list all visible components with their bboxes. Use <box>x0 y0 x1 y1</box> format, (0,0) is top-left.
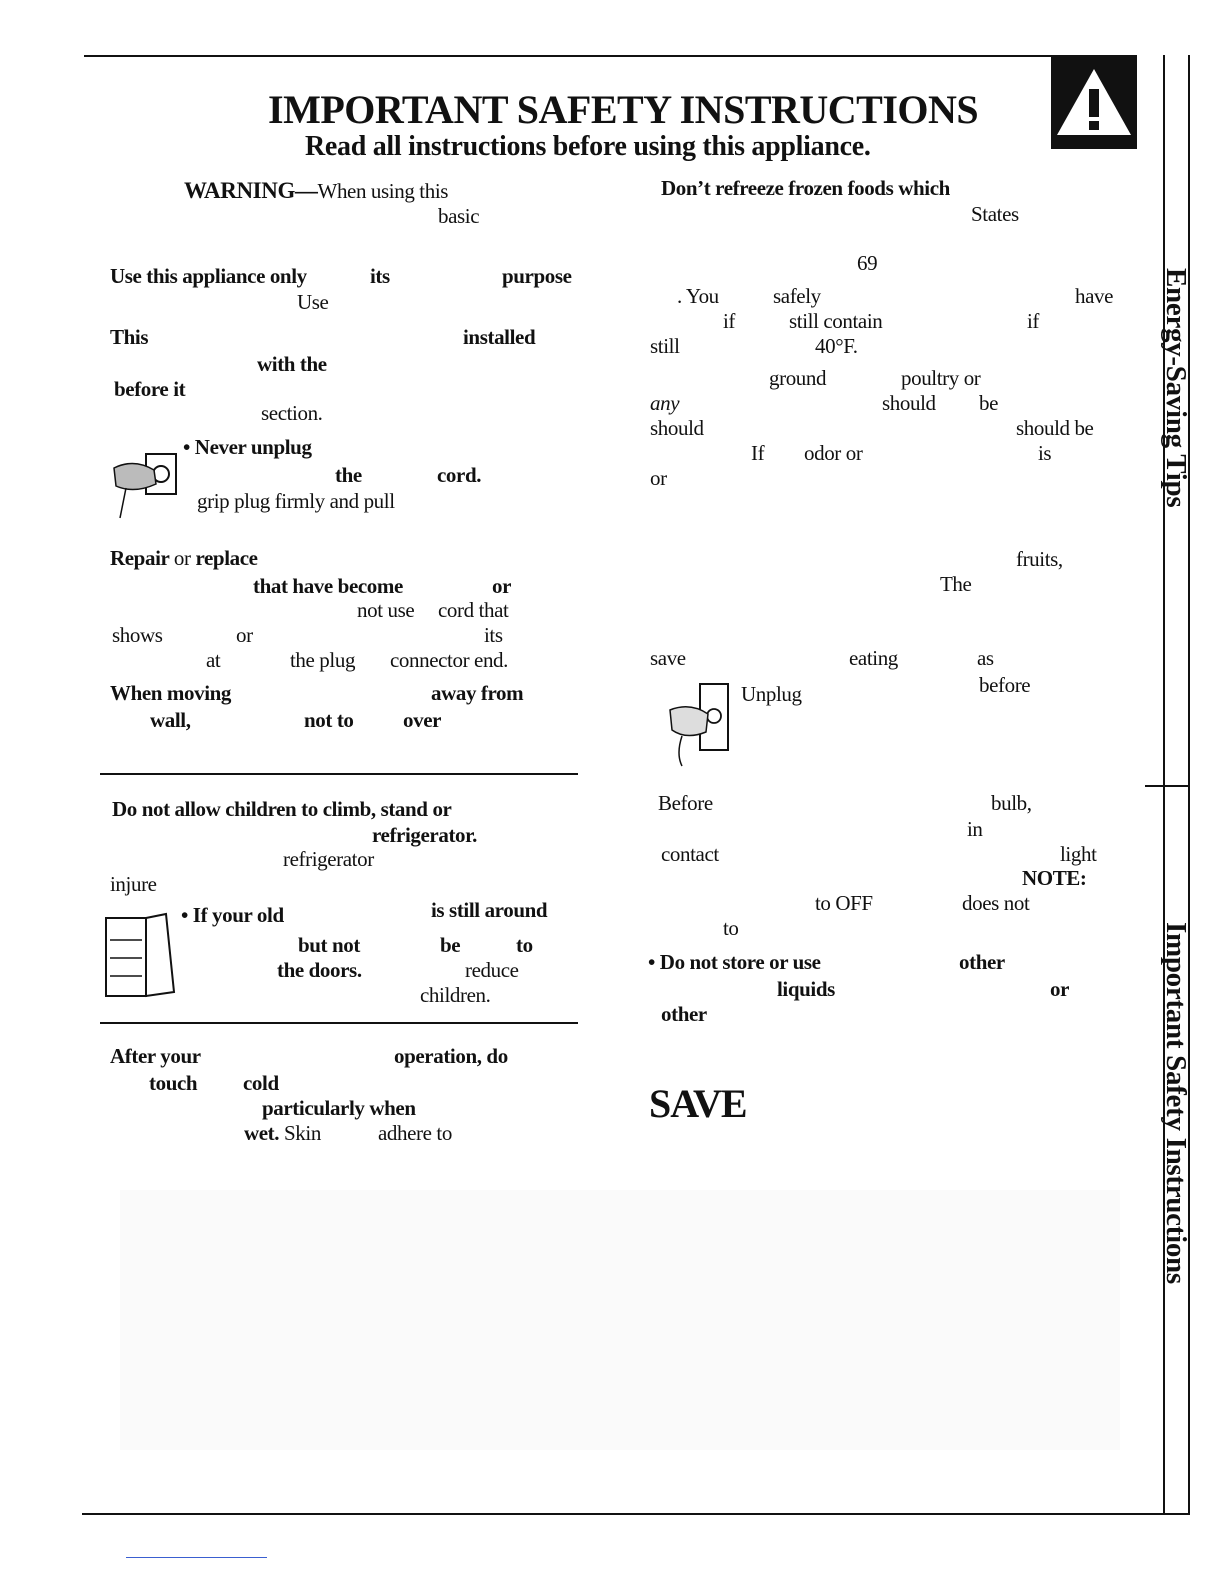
text-purpose: purpose <box>502 264 572 288</box>
text-eating: eating <box>849 646 898 670</box>
text-away-from: away from <box>431 681 524 705</box>
text-its: its <box>370 264 390 288</box>
text-other: other <box>959 950 1005 974</box>
text-as: as <box>977 646 994 670</box>
text-replace: replace <box>195 546 258 570</box>
text-touch: touch <box>149 1071 198 1095</box>
page-subtitle: Read all instructions before using this appliance. <box>305 131 871 162</box>
text-is-still-around: is still around <box>431 898 548 922</box>
text-the-plug: the plug <box>290 648 356 672</box>
refrigerator-icon <box>104 912 176 1002</box>
text-if-your: • If your <box>181 903 253 927</box>
text-adhere-to: adhere to <box>378 1121 452 1145</box>
text-cold: cold <box>243 1071 279 1095</box>
text-or-right: or <box>650 466 667 490</box>
text-be-right: be <box>979 391 999 415</box>
text-before-2: Before <box>658 791 713 815</box>
text-cord: cord. <box>437 463 482 487</box>
top-rule <box>84 55 1051 57</box>
if-your-old-line <box>181 903 284 928</box>
text-refrigerator: refrigerator <box>283 847 374 871</box>
text-particularly-when: particularly when <box>262 1096 416 1120</box>
text-or-3: or <box>236 623 253 647</box>
text-contact: contact <box>661 842 719 866</box>
text-does-not: does not <box>962 891 1030 915</box>
text-wet: wet. <box>244 1121 280 1145</box>
text-refrigerator-bold: refrigerator. <box>372 823 477 847</box>
text-is: is <box>1038 441 1052 465</box>
text-before: before <box>979 673 1031 697</box>
bottom-rule <box>82 1513 1190 1515</box>
text-if-2: if <box>1027 309 1040 333</box>
text-still: still <box>650 334 680 358</box>
children-heading: Do not allow children to climb, stand or <box>112 797 452 821</box>
text-states: States <box>971 202 1019 226</box>
text-grip-plug: grip plug firmly and pull <box>197 489 395 513</box>
text-its-2: its <box>484 623 503 647</box>
side-tab-energy-saving-tips[interactable]: Energy-Saving Tips <box>1160 268 1192 508</box>
do-not-store-heading: • Do not store or use <box>648 950 821 974</box>
text-should-be: should be <box>1016 416 1094 440</box>
text-or: or <box>173 546 191 570</box>
text-save-small: save <box>650 646 686 670</box>
warning-text: When using this <box>317 179 449 203</box>
save-heading: SAVE <box>649 1081 747 1126</box>
text-repair: Repair <box>110 546 170 570</box>
text-to-right: to <box>723 916 739 940</box>
text-that-have-become: that have become <box>253 574 403 598</box>
text-over: over <box>403 708 442 732</box>
text-to: to <box>516 933 533 957</box>
tab-divider <box>1145 785 1190 787</box>
text-the-doors: the doors. <box>277 958 362 982</box>
text-injure: injure <box>110 872 157 896</box>
text-if-3: If <box>751 441 765 465</box>
repair-heading <box>110 546 258 571</box>
page-title: IMPORTANT SAFETY INSTRUCTIONS <box>268 87 979 132</box>
text-in: in <box>967 817 983 841</box>
text-wall: wall, <box>150 708 191 732</box>
after-your-heading: After your <box>110 1044 201 1068</box>
side-tab-important-safety-instructions[interactable]: Important Safety Instructions <box>1160 922 1192 1284</box>
text-or-2: or <box>492 574 512 598</box>
text-be: be <box>440 933 461 957</box>
text-children: children. <box>420 983 491 1007</box>
warning-lead: WARNING— <box>184 178 318 203</box>
text-still-contain: still contain <box>789 309 883 333</box>
text-should-2: should <box>650 416 704 440</box>
text-any: any <box>650 391 680 415</box>
plug-hand-icon <box>104 448 184 523</box>
text-temperature: 40°F. <box>815 334 858 358</box>
warning-line <box>184 178 448 204</box>
never-unplug-heading: • Never unplug <box>183 435 312 459</box>
text-liquids: liquids <box>777 977 835 1001</box>
text-have: have <box>1075 284 1114 308</box>
text-should: should <box>882 391 936 415</box>
text-use: Use <box>297 290 329 314</box>
text-basic: basic <box>438 204 480 228</box>
text-connector-end: connector end. <box>390 648 509 672</box>
when-moving-heading: When moving <box>110 681 232 705</box>
warning-box <box>1051 55 1137 149</box>
text-skin: Skin <box>284 1121 321 1145</box>
text-not-to: not to <box>304 708 354 732</box>
text-note: NOTE: <box>1022 866 1087 890</box>
text-operation-do: operation, do <box>394 1044 508 1068</box>
text-bulb: bulb, <box>991 791 1032 815</box>
text-ground: ground <box>769 366 827 390</box>
unplug-hand-icon <box>662 680 734 770</box>
text-not-use: not use <box>357 598 415 622</box>
section-divider-1 <box>100 773 578 775</box>
text-reduce: reduce <box>465 958 519 982</box>
text-the: the <box>335 463 362 487</box>
text-safely: safely <box>773 284 821 308</box>
faint-bleed-text <box>120 1190 1120 1450</box>
text-69: 69 <box>857 251 878 275</box>
text-shows: shows <box>112 623 163 647</box>
text-before-it: before it <box>114 377 186 401</box>
footer-link-underline <box>126 1557 267 1558</box>
text-light: light <box>1060 842 1097 866</box>
text-unplug: Unplug <box>741 682 802 706</box>
text-to-off: to OFF <box>815 891 873 915</box>
wet-skin-line <box>244 1121 321 1146</box>
text-section: section. <box>261 401 323 425</box>
text-fruits: fruits, <box>1016 547 1063 571</box>
text-with-the: with the <box>257 352 327 376</box>
dont-refreeze-heading: Don’t refreeze frozen foods which <box>661 176 950 200</box>
text-if: if <box>723 309 736 333</box>
section-divider-2 <box>100 1022 578 1024</box>
text-cord-that: cord that <box>438 598 509 622</box>
text-or-right-2: or <box>1050 977 1070 1001</box>
text-but-not: but not <box>298 933 360 957</box>
text-other-2: other <box>661 1002 707 1026</box>
text-odor-or: odor or <box>804 441 863 465</box>
text-poultry-or: poultry or <box>901 366 981 390</box>
text-this: This <box>110 325 149 349</box>
text-you: . You <box>677 284 719 308</box>
text-old: old <box>256 903 284 927</box>
text-at: at <box>206 648 221 672</box>
text-installed: installed <box>463 325 536 349</box>
warning-triangle-icon <box>1051 55 1137 149</box>
use-only-heading: Use this appliance only <box>110 264 307 288</box>
text-the-right: The <box>940 572 972 596</box>
